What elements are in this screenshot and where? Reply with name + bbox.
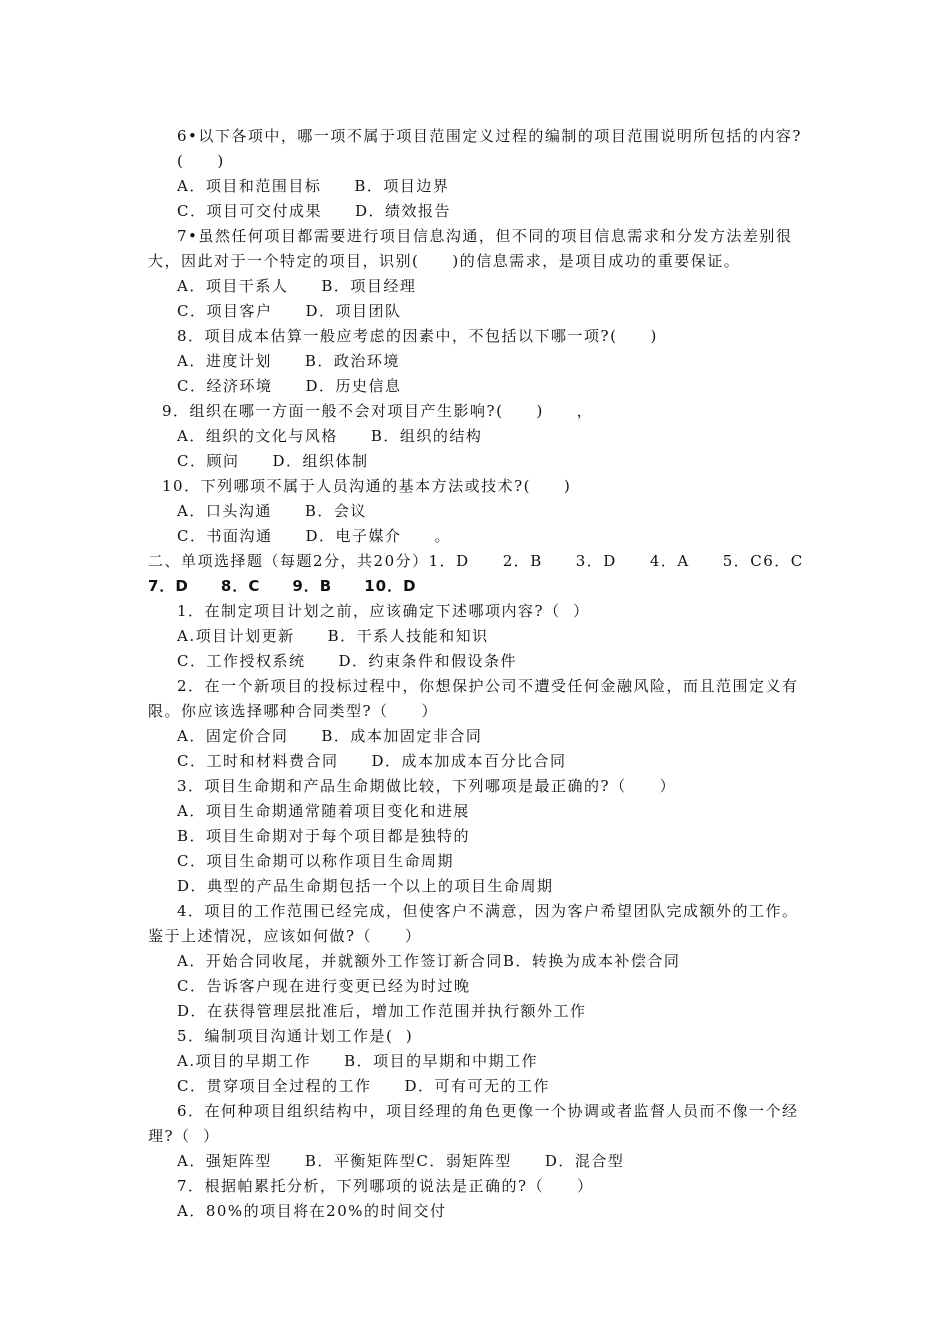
question-8-stem: 8．项目成本估算一般应考虑的因素中，不包括以下哪一项?( ) [177, 327, 658, 345]
question-10-options-cd: C．书面沟通 D．电子媒介 。 [177, 527, 452, 545]
question-7-stem: 7•虽然任何项目都需要进行项目信息沟通，但不同的项目信息需求和分发方法差别很 [177, 227, 793, 245]
s2-question-5-options-cd: C．贯穿项目全过程的工作 D．可有可无的工作 [177, 1077, 551, 1095]
question-6-stem: 6•以下各项中，哪一项不属于项目范围定义过程的编制的项目范围说明所包括的内容? [177, 127, 802, 145]
question-7-options-cd: C．项目客户 D．项目团队 [177, 302, 402, 320]
question-7-options-ab: A．项目干系人 B．项目经理 [177, 277, 417, 295]
question-6-options-cd: C．项目可交付成果 D．绩效报告 [177, 202, 452, 220]
s2-question-4-option-c: C．告诉客户现在进行变更已经为时过晚 [177, 977, 471, 995]
section-2-answers-cont: 7．D 8．C 9．B 10．D [148, 577, 417, 595]
s2-question-5-options-ab: A.项目的早期工作 B．项目的早期和中期工作 [177, 1052, 539, 1070]
s2-question-1-options-cd: C．工作授权系统 D．约束条件和假设条件 [177, 652, 518, 670]
question-6-blank: ( ) [177, 152, 225, 170]
s2-question-3-option-c: C．项目生命期可以称作项目生命周期 [177, 852, 454, 870]
s2-question-2-options-cd: C．工时和材料费合同 D．成本加成本百分比合同 [177, 752, 567, 770]
s2-question-4-stem-cont: 鉴于上述情况，应该如何做?（ ） [148, 927, 422, 945]
s2-question-3-option-b: B．项目生命期对于每个项目都是独特的 [177, 827, 471, 845]
s2-question-2-stem-cont: 限。你应该选择哪种合同类型?（ ） [148, 702, 439, 720]
s2-question-5-stem: 5．编制项目沟通计划工作是( ) [177, 1027, 414, 1045]
s2-question-7-stem: 7．根据帕累托分析，下列哪项的说法是正确的?（ ） [177, 1177, 594, 1195]
s2-question-4-stem: 4．项目的工作范围已经完成，但使客户不满意，因为客户希望团队完成额外的工作。 [177, 902, 799, 920]
question-8-options-cd: C．经济环境 D．历史信息 [177, 377, 402, 395]
s2-question-6-options: A．强矩阵型 B．平衡矩阵型C．弱矩阵型 D．混合型 [177, 1152, 625, 1170]
question-6-options-ab: A．项目和范围目标 B．项目边界 [177, 177, 450, 195]
s2-question-3-option-d: D．典型的产品生命期包括一个以上的项目生命周期 [177, 877, 554, 895]
section-2-heading-answers [148, 551, 804, 571]
s2-question-2-stem: 2．在一个新项目的投标过程中，你想保护公司不遭受任何金融风险，而且范围定义有 [177, 677, 799, 695]
s2-question-1-options-ab: A.项目计划更新 B．干系人技能和知识 [177, 627, 489, 645]
question-10-stem: 10．下列哪项不属于人员沟通的基本方法或技术?( ) [162, 477, 572, 495]
s2-question-7-option-a: A．80%的项目将在20%的时间交付 [177, 1202, 447, 1220]
question-8-options-ab: A．进度计划 B．政治环境 [177, 352, 400, 370]
s2-question-4-options-ab: A．开始合同收尾，并就额外工作签订新合同B．转换为成本补偿合同 [177, 952, 681, 970]
question-9-stem: 9．组织在哪一方面一般不会对项目产生影响?( ) ， [162, 402, 594, 420]
s2-question-3-stem: 3．项目生命期和产品生命期做比较，下列哪项是最正确的?（ ） [177, 777, 677, 795]
s2-question-1-stem: 1．在制定项目计划之前，应该确定下述哪项内容?（ ） [177, 602, 590, 620]
question-9-options-cd: C．顾问 D．组织体制 [177, 452, 369, 470]
s2-question-6-stem: 6．在何种项目组织结构中，项目经理的角色更像一个协调或者监督人员而不像一个经 [177, 1102, 799, 1120]
question-9-options-ab: A．组织的文化与风格 B．组织的结构 [177, 427, 483, 445]
question-10-options-ab: A．口头沟通 B．会议 [177, 502, 367, 520]
s2-question-2-options-ab: A．固定价合同 B．成本加固定非合同 [177, 727, 483, 745]
section-2-heading: 二、单项选择题（每题2分，共20分）1．D 2．B 3．D 4．A 5．C6．C [148, 552, 804, 570]
question-7-stem-cont: 大，因此对于一个特定的项目，识别( )的信息需求，是项目成功的重要保证。 [148, 252, 741, 270]
s2-question-4-option-d: D．在获得管理层批准后，增加工作范围并执行额外工作 [177, 1002, 587, 1020]
s2-question-6-stem-cont: 理?（ ） [148, 1127, 220, 1145]
s2-question-3-option-a: A．项目生命期通常随着项目变化和进展 [177, 802, 470, 820]
